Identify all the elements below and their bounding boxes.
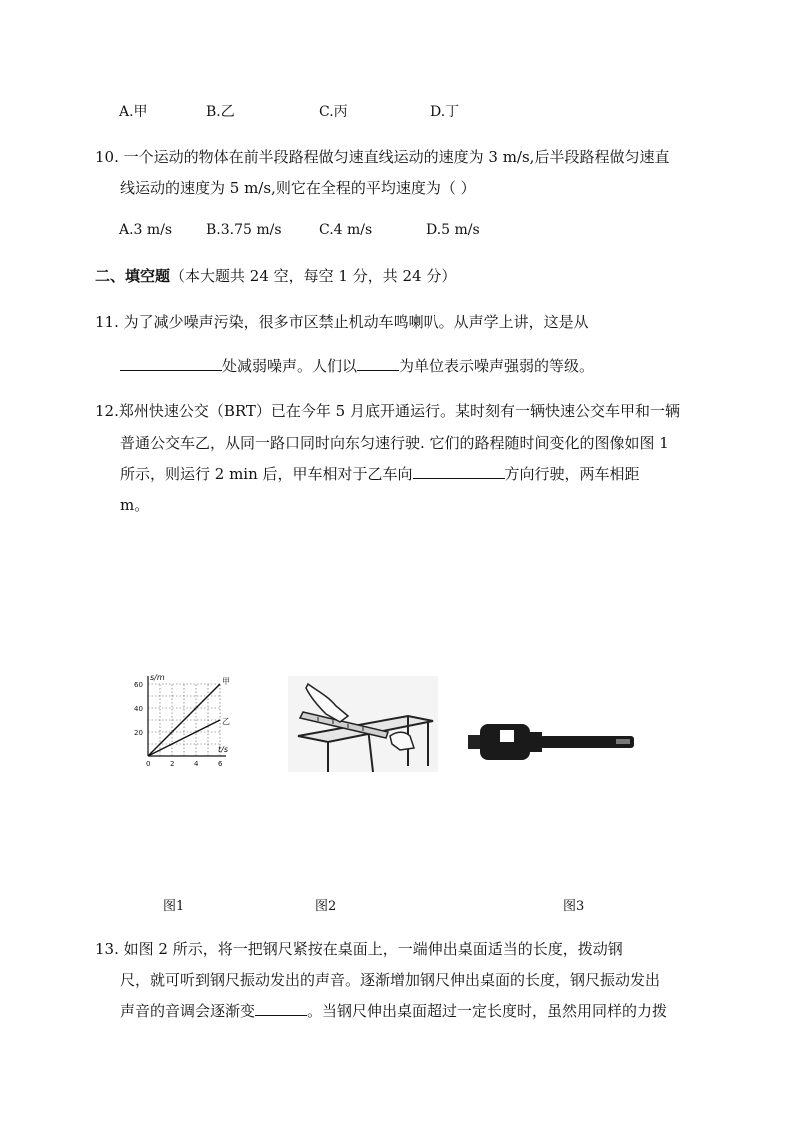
q11-text-line1: 11. 为了减少噪声污染，很多市区禁止机动车鸣喇叭。从声学上讲，这是从 [95, 313, 589, 331]
q10-option-d: D.5 m/s [426, 222, 480, 238]
q10-option-a: A.3 m/s [119, 222, 173, 238]
y-tick-label: 60 [134, 681, 143, 689]
q13-text-line3 [120, 1000, 667, 1021]
q11-blank-2[interactable] [357, 356, 399, 371]
figure-3-device [466, 718, 642, 766]
figure-1-caption: 图1 [163, 899, 185, 914]
device-icon [468, 724, 634, 760]
y-tick-label: 40 [134, 705, 143, 713]
q12-text-line4: m。 [120, 496, 150, 514]
q13-text-line3a: 声音的音调会逐渐变 [120, 1002, 256, 1020]
section-heading [95, 265, 456, 286]
x-tick-label: 2 [170, 760, 175, 768]
q11-text-part-a: 处减弱噪声。人们以 [222, 357, 358, 375]
q10-option-b: B.3.75 m/s [206, 222, 282, 238]
q12-blank-1[interactable] [413, 464, 505, 479]
q11-blank-1[interactable] [120, 356, 222, 371]
q10-text-line1: 10. 一个运动的物体在前半段路程做匀速直线运动的速度为 3 m/s,后半段路程做匀速直 [95, 148, 670, 166]
figure-2-caption: 图2 [315, 899, 337, 914]
q9-option-b: B.乙 [206, 104, 235, 120]
q12-text-line1: 12.郑州快速公交（BRT）已在今年 5 月底开通运行。某时刻有一辆快速公交车甲和一辆 [95, 402, 680, 420]
series-line-1 [148, 720, 220, 756]
y-tick-label: 20 [134, 729, 143, 737]
section-title: 二、填空题 [95, 267, 171, 285]
x-tick-label: 4 [194, 760, 199, 768]
figure-1-chart [128, 672, 228, 772]
x-tick-label: 0 [146, 760, 151, 768]
q12-text-line3b: 方向行驶，两车相距 [504, 465, 640, 483]
y-axis-label: s/m [150, 673, 165, 682]
q12-text-line2: 普通公交车乙，从同一路口同时向东匀速行驶. 它们的路程随时间变化的图像如图 1 [120, 434, 669, 452]
q13-blank-1[interactable] [255, 1001, 307, 1016]
q13-text-line2: 尺，就可听到钢尺振动发出的声音。逐渐增加钢尺伸出桌面的长度，钢尺振动发出 [120, 971, 661, 989]
x-axis-label: t/s [218, 745, 228, 754]
series-label-0: 甲 [222, 677, 230, 686]
figure-2-ruler-on-table [288, 676, 438, 772]
q11-text-part-b: 为单位表示噪声强弱的等级。 [399, 357, 595, 375]
q10-text-line2: 线运动的速度为 5 m/s,则它在全程的平均速度为（ ） [120, 179, 476, 197]
q13-text-line3b: 。当钢尺伸出桌面超过一定长度时，虽然用同样的力拨 [307, 1002, 668, 1020]
q13-text-line1: 13. 如图 2 所示，将一把钢尺紧按在桌面上，一端伸出桌面适当的长度，拨动钢 [95, 940, 623, 958]
q11-text-line2 [120, 355, 594, 376]
q9-option-a: A.甲 [119, 104, 148, 120]
q12-text-line3 [120, 463, 640, 484]
q10-option-c: C.4 m/s [319, 222, 373, 238]
q9-option-c: C.丙 [319, 104, 348, 120]
series-label-1: 乙 [222, 717, 230, 726]
section-note: （本大题共 24 空，每空 1 分，共 24 分） [170, 267, 457, 285]
q12-text-line3a: 所示，则运行 2 min 后，甲车相对于乙车向 [120, 465, 413, 483]
figure-3-caption: 图3 [563, 899, 585, 914]
x-tick-label: 6 [218, 760, 223, 768]
q9-option-d: D.丁 [430, 104, 460, 120]
